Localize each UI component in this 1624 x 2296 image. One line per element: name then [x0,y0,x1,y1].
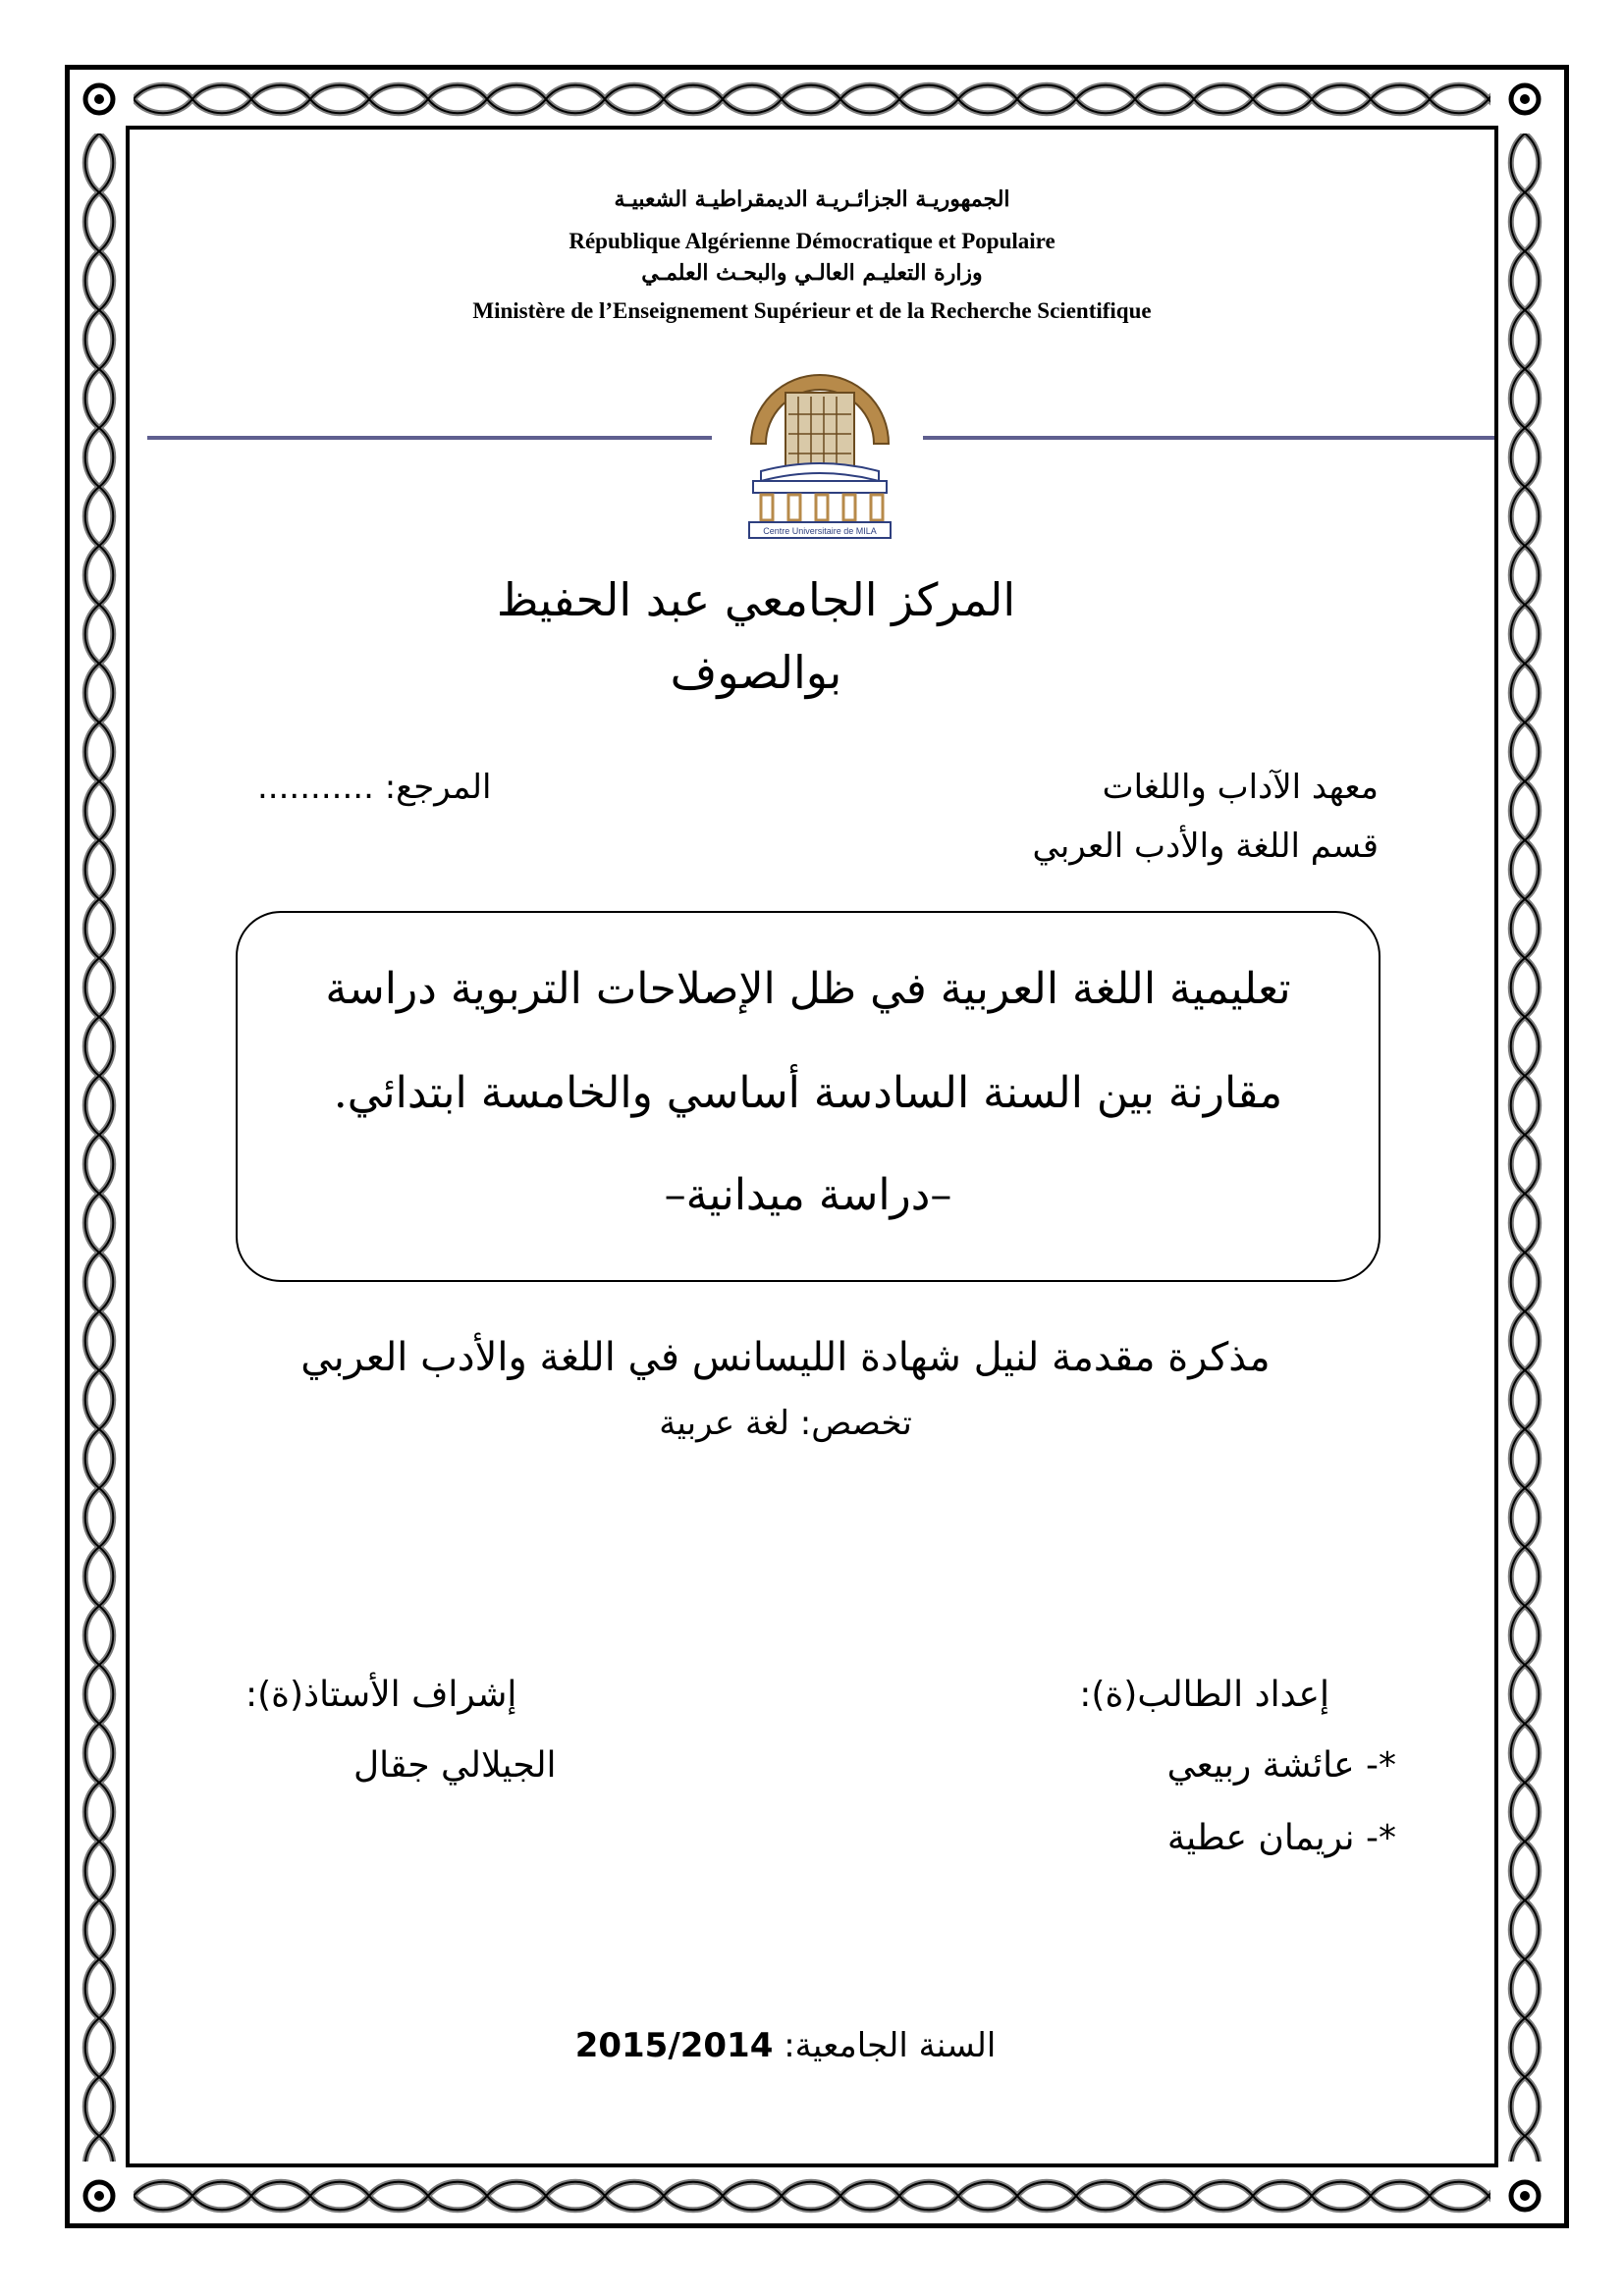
supervisor-name: الجيلالي جقال [353,1745,557,1786]
university-building-logo [731,365,908,542]
student-name: *- نريمان عطية [1166,1818,1396,1858]
header-rule-right [923,436,1494,440]
republic-name-arabic: الجمهوريـة الجزائـريـة الديمقراطيـة الشعبيـة [614,187,1010,212]
corner-ring-icon [73,73,126,126]
institute-name: معهد الآداب واللغات [1102,768,1379,807]
thesis-subtitle: –دراسة ميدانية– [664,1170,952,1220]
corner-ring-icon [1498,73,1551,126]
republic-name-french: République Algérienne Démocratique et Populaire [568,229,1056,253]
thesis-title-box [236,911,1380,1282]
logo-caption: Centre Universitaire de MILA [763,526,877,536]
header-rule-left [147,436,712,440]
department-name: قسم اللغة والأدب العربي [1032,827,1379,866]
border-chain-right [1498,133,1551,2162]
university-centre-name-line1: المركز الجامعي عبد الحفيظ [496,573,1016,626]
reference-field: المرجع: ........... [257,768,492,807]
academic-year-label: السنة الجامعية: [784,2026,997,2065]
student-name: *- عائشة ربيعي [1166,1745,1396,1786]
academic-year [491,2026,1080,2065]
thesis-title-line1: تعليمية اللغة العربية في ظل الإصلاحات التربوية دراسة [325,964,1291,1014]
thesis-title-line2: مقارنة بين السنة السادسة أساسي والخامسة ابتدائي. [333,1068,1283,1118]
ministry-name-french: Ministère de l’Enseignement Supérieur et de la Recherche Scientifique [472,298,1152,323]
corner-ring-icon [73,2169,126,2222]
corner-ring-icon [1498,2169,1551,2222]
prepared-by-label: إعداد الطالب(ة): [1079,1675,1329,1715]
ministry-name-arabic: وزارة التعليـم العالـي والبحـث العلمـي [641,260,983,286]
border-chain-top [134,73,1490,126]
speciality: تخصص: لغة عربية [659,1404,912,1443]
university-centre-name-line2: بوالصوف [670,646,842,699]
degree-statement: مذكرة مقدمة لنيل شهادة الليسانس في اللغة والأدب العربي [300,1335,1271,1380]
border-chain-left [73,133,126,2162]
academic-year-value: 2015/2014 [574,2026,774,2065]
border-chain-bottom [134,2169,1490,2222]
supervisor-label: إشراف الأستاذ(ة): [245,1675,517,1715]
